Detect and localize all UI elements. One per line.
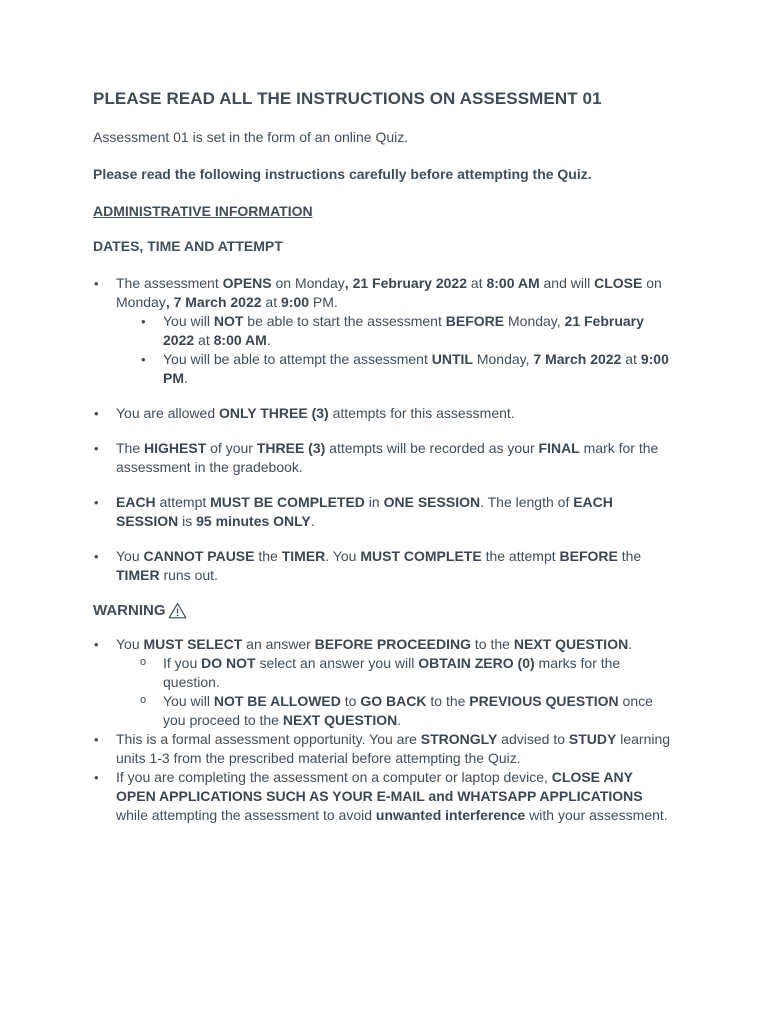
intro-text: Assessment 01 is set in the form of an online Quiz. [93,129,409,145]
list-item-until: • You will be able to attempt the assessment UNTIL Monday, 7 March 2022 at 9:00 PM. [163,350,673,388]
warning-icon [168,602,187,619]
instructions-document [93,88,673,825]
administrative-heading: ADMINISTRATIVE INFORMATION [93,203,313,219]
document-title: PLEASE READ ALL THE INSTRUCTIONS ON ASSESSMENT 01 [93,89,602,108]
list-item-attempts: • You are allowed ONLY THREE (3) attempts for this assessment. [116,404,673,423]
dates-heading: DATES, TIME AND ATTEMPT [93,238,283,254]
list-item-start: • You will NOT be able to start the assessment BEFORE Monday, 21 February 2022 at 8:00 AM. [163,312,673,350]
dates-sublist [116,312,673,388]
list-item-close-apps: • If you are completing the assessment on a computer or laptop device, CLOSE ANY OPEN APPLICATIONS SUCH AS YOUR E-MAIL and WHATSAPP APPLICATIONS while attempting the assessment to avoid unwanted interference with your assessment. [116,768,673,825]
list-item-go-back: o You will NOT BE ALLOWED to GO BACK to the PREVIOUS QUESTION once you proceed to the NEXT QUESTION. [163,692,673,730]
list-item-study: • This is a formal assessment opportunity. You are STRONGLY advised to STUDY learning units 1-3 from the prescribed material before attempting the Quiz. [116,730,673,768]
list-item-select: • You MUST SELECT an answer BEFORE PROCEEDING to the NEXT QUESTION. o If you DO NOT select an answer you will OBTAIN ZERO (0) marks for the question. o You will NOT BE ALLOWED to GO BACK to the PREVIOUS QUESTION once you proceed to the NEXT QUESTION. [116,635,673,730]
list-item-session: • EACH attempt MUST BE COMPLETED in ONE SESSION. The length of EACH SESSION is 95 minutes ONLY. [116,493,673,531]
list-item-timer: • You CANNOT PAUSE the TIMER. You MUST COMPLETE the attempt BEFORE the TIMER runs out. [116,547,673,585]
lead-text: Please read the following instructions carefully before attempting the Quiz. [93,166,592,182]
warning-heading: WARNING [93,601,673,620]
warning-sublist [116,654,673,730]
list-item-highest: • The HIGHEST of your THREE (3) attempts will be recorded as your FINAL mark for the assessment in the gradebook. [116,439,673,477]
warning-list [93,635,673,825]
list-item-dates: • The assessment OPENS on Monday, 21 February 2022 at 8:00 AM and will CLOSE on Monday, 7 March 2022 at 9:00 PM. • You will NOT be able to start the assessment BEFORE Monday, 21 February 2022 at 8:00 AM. • You will be able to attempt the assessment UNTIL Monday, 7 March 2022 at 9:00 PM. [116,274,673,388]
list-item-zero: o If you DO NOT select an answer you will OBTAIN ZERO (0) marks for the question. [163,654,673,692]
dates-list [93,274,673,585]
